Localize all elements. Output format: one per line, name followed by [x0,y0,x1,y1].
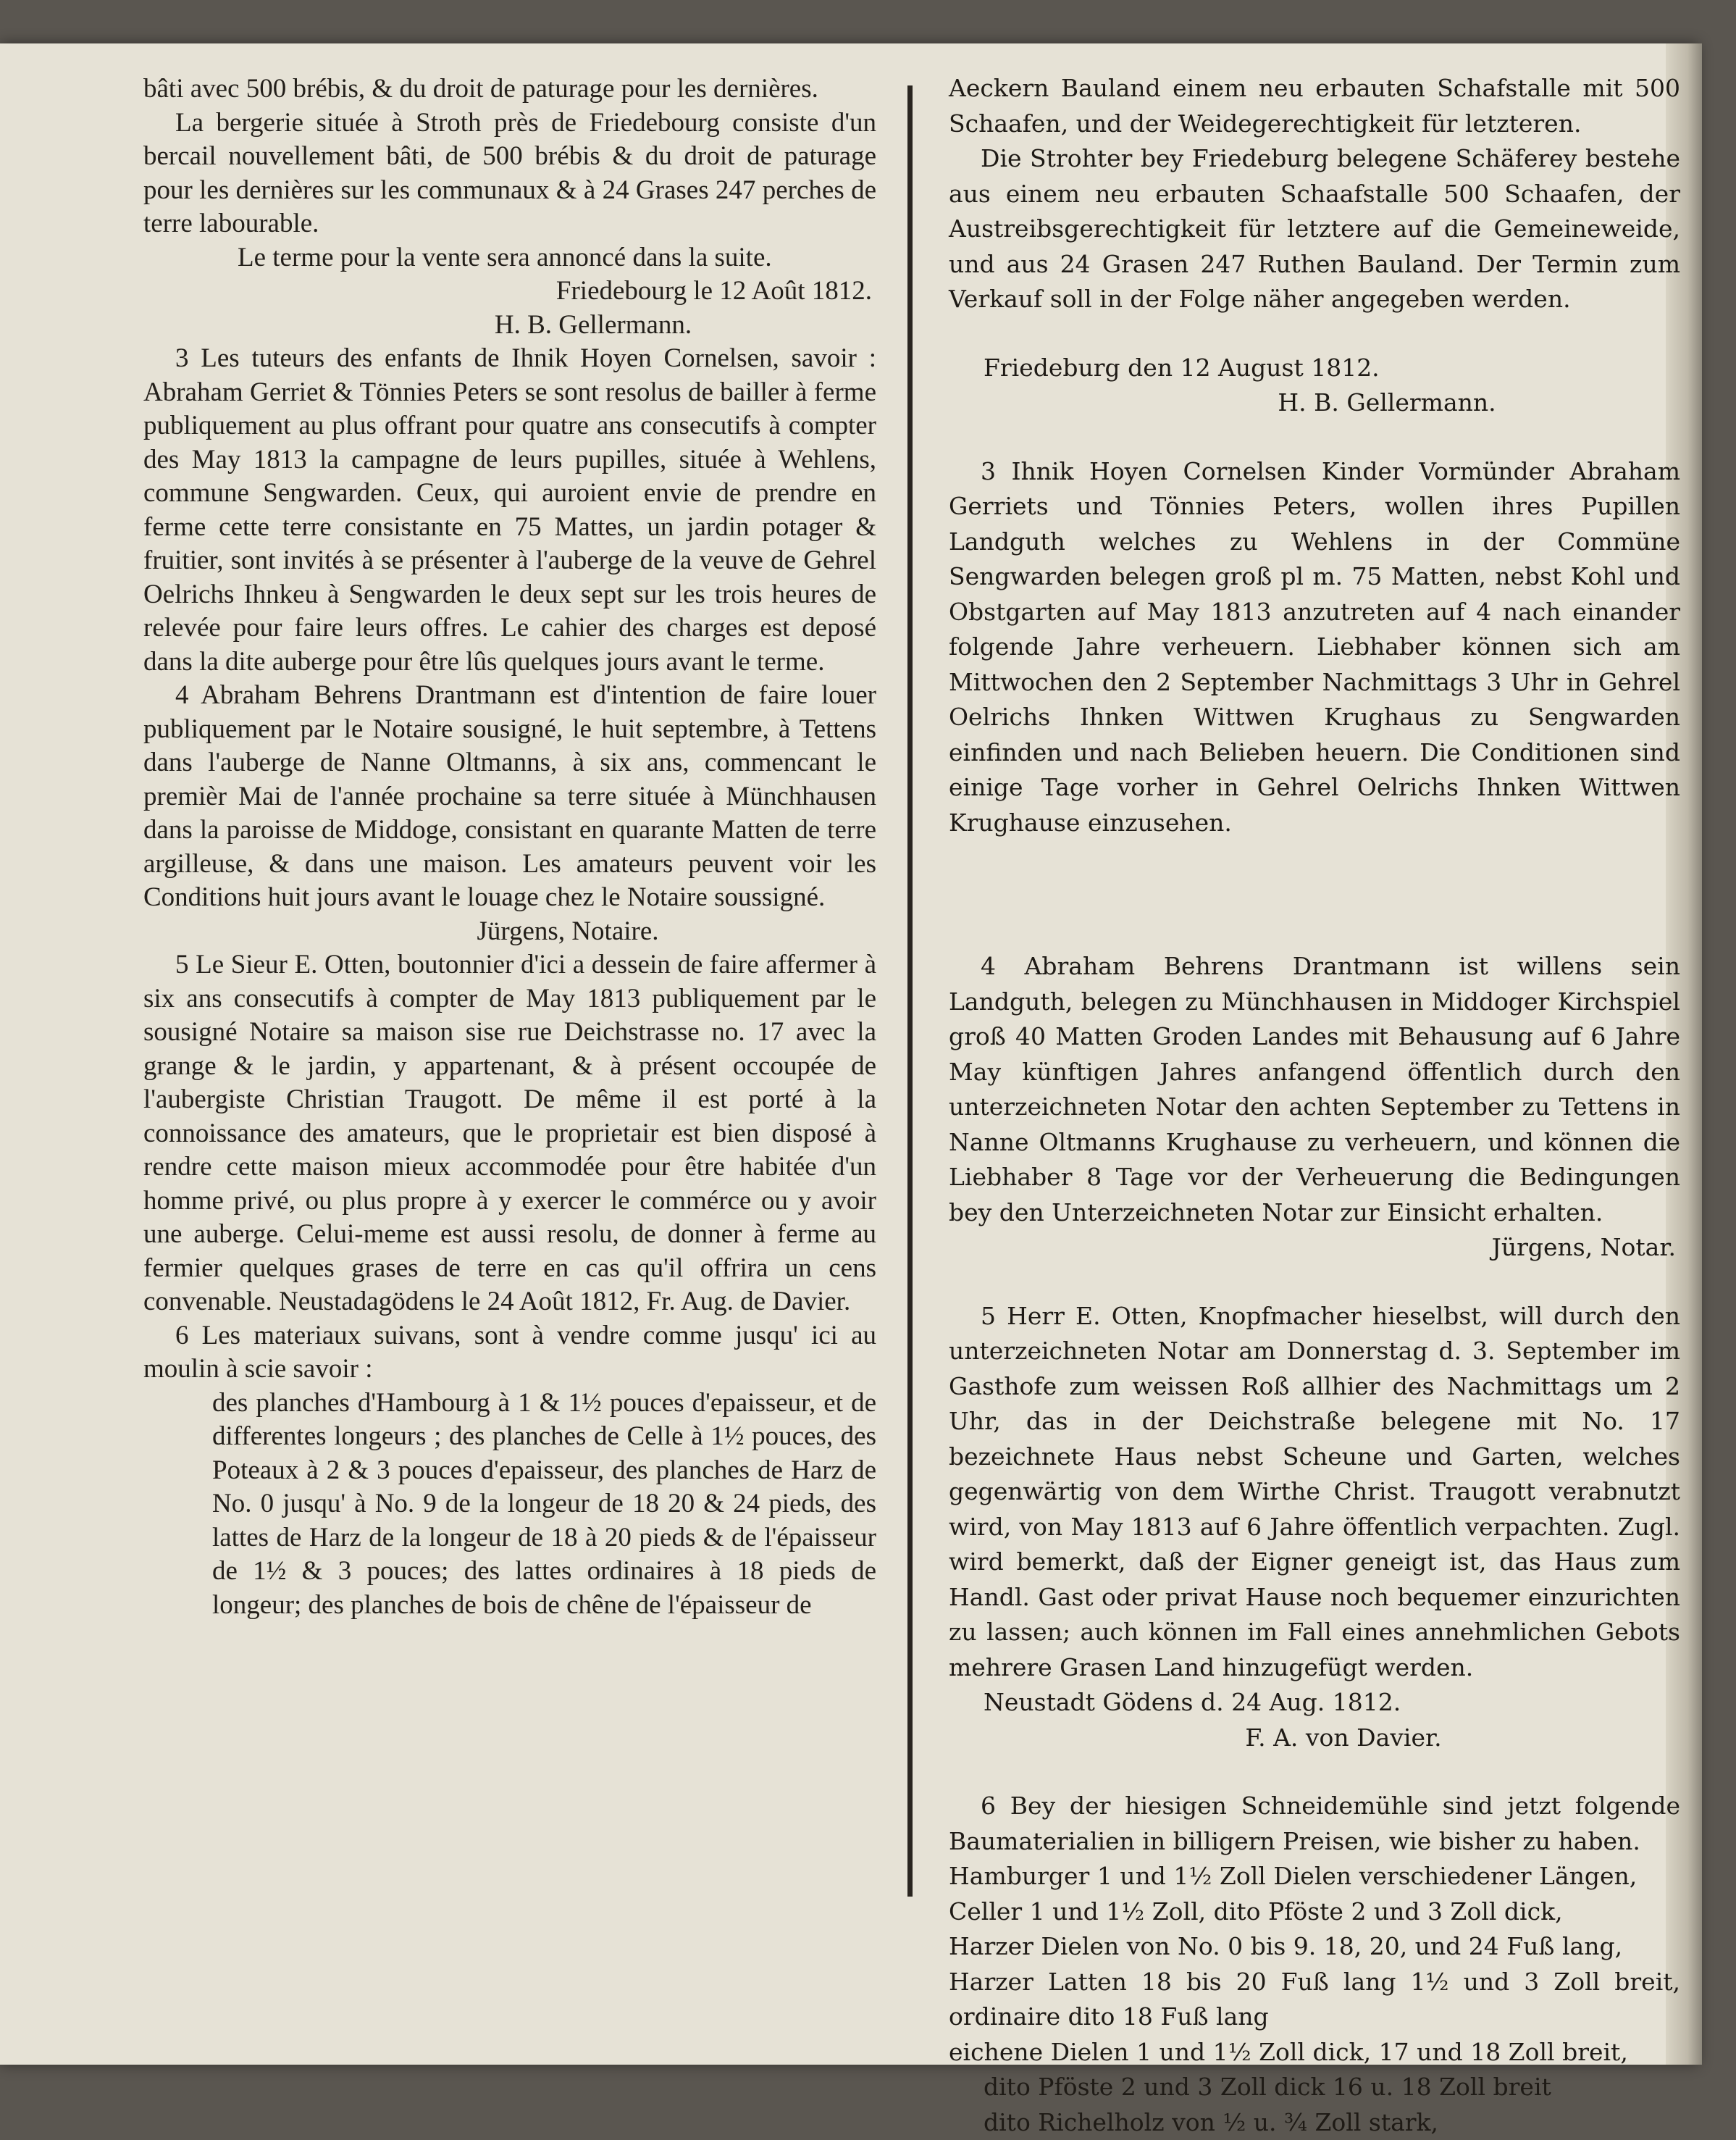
paragraph-5-fr: 5 Le Sieur E. Otten, boutonnier d'ici a dessein de faire affermer à six ans consecutifs à compter de May 1813 publiquement par le sousigné Notaire sa maison sise rue Deichstrasse no. 17 avec la grange & le jardin, y appartenant, & à présent occoupée de l'aubergiste Christian Traugott. De même il est porté à la connoissance des amateurs, que le proprietair est bien disposé à rendre cette maison mieux accommodée pour être habitée d'un homme privé, ou plus propre à y exercer le commérce ou y avoir une auberge. Celui-meme est aussi resolu, de donner à ferme au fermier quelques grases de terre en cas qu'il offrira un cens convenable. Neustadagödens le 24 Août 1812, Fr. Aug. de Davier. [143,948,876,1319]
signature-jurgens-de: Jürgens, Notar. [949,1230,1680,1266]
material-line-4: Harzer Latten 18 bis 20 Fuß lang 1½ und 3 Zoll breit, ordinaire dito 18 Fuß lang [949,1965,1680,2035]
signature-jurgens-fr: Jürgens, Notaire. [143,915,876,949]
material-line-3: Harzer Dielen von No. 0 bis 9. 18, 20, und 24 Fuß lang, [949,1929,1680,1965]
dateline-neustadt-de: Neustadt Gödens d. 24 Aug. 1812. [949,1685,1680,1721]
material-line-2: Celler 1 und 1½ Zoll, dito Pföste 2 und 3 Zoll dick, [949,1894,1680,1930]
column-rule [907,85,913,1897]
dateline-de: Friedeburg den 12 August 1812. [949,351,1680,386]
paragraph-stroth-fr: La bergerie située à Stroth près de Friedebourg consiste d'un bercail nouvellement bâti, de 500 brébis & du droit de paturage pour les dernières sur les communaux & à 24 Grases 247 perches de terre labourable. [143,106,876,241]
material-line-1: Hamburger 1 und 1½ Zoll Dielen verschiedener Längen, [949,1859,1680,1894]
paragraph-3-de: 3 Ihnik Hoyen Cornelsen Kinder Vormünder Abraham Gerriets und Tönnies Peters, wollen ihres Pupillen Landguth welches zu Wehlens in der Commüne Sengwarden belegen groß pl m. 75 Matten, nebst Kohl und Obstgarten auf May 1813 anzutreten auf 4 nach einander folgende Jahre verheuern. Liebhaber können sich am Mittwochen den 2 September Nachmittags 3 Uhr in Gehrel Oelrichs Ihnken Wittwen Krughaus zu Sengwarden einfinden und nach Belieben heuern. Die Conditionen sind einige Tage vorher in Gehrel Oelrichs Ihnken Wittwen Krughause einzusehen. [949,454,1680,841]
paragraph-6-de: 6 Bey der hiesigen Schneidemühle sind jetzt folgende Baumaterialien in billigern Preisen, wie bisher zu haben. [949,1789,1680,1859]
signature-gellermann-fr: H. B. Gellermann. [143,309,876,343]
paragraph-terme-fr: Le terme pour la vente sera annoncé dans la suite. [143,241,876,275]
french-column [143,72,876,1622]
signature-gellermann-de: H. B. Gellermann. [949,385,1680,421]
paragraph-6-list-fr: des planches d'Hambourg à 1 & 1½ pouces d'epaisseur, et de differentes longeurs ; des planches de Celle à 1½ pouces, des Poteaux à 2 & 3 pouces d'epaisseur, des planches de Harz de No. 0 jusqu' à No. 9 de la longeur de 18 20 & 24 pieds, des lattes de Harz de la longeur de 18 à 20 pieds & de l'épaisseur de 1½ & 3 pouces; des lattes ordinaires à 18 pieds de longeur; des planches de bois de chêne de l'épaisseur de [143,1387,876,1623]
material-line-7: dito Richelholz von ½ u. ¾ Zoll stark, [949,2105,1680,2140]
paragraph-3-fr: 3 Les tuteurs des enfants de Ihnik Hoyen Cornelsen, savoir : Abraham Gerriet & Tönnies Peters se sont resolus de bailler à ferme publiquement au plus offrant pour quatre ans consecutifs à compter des May 1813 la campagne de leurs pupilles, située à Wehlens, commune Sengwarden. Ceux, qui auroient envie de prendre en ferme cette terre consistante en 75 Mattes, un jardin potager & fruitier, sont invités à se présenter à l'auberge de la veuve de Gehrel Oelrichs Ihnkeu à Sengwarden le deux sept sur les trois heures de relevée pour faire leurs offres. Le cahier des charges est deposé dans la dite auberge pour être lûs quelques jours avant le terme. [143,342,876,679]
paragraph-5-de: 5 Herr E. Otten, Knopfmacher hieselbst, will durch den unterzeichneten Notar am Donnerstag d. 3. September im Gasthofe zum weissen Roß allhier des Nachmittags um 2 Uhr, das in der Deichstraße belegene mit No. 17 bezeichnete Haus nebst Scheune und Garten, welches gegenwärtig von dem Wirthe Christ. Traugott verabnutzt wird, von May 1813 auf 6 Jahre öffentlich verpachten. Zugl. wird bemerkt, daß der Eigner geneigt ist, das Haus zum Handl. Gast oder privat Hause noch bequemer einzurichten zu lassen; auch können im Fall eines annehmlichen Gebots mehrere Grasen Land hinzugefügt werden. [949,1299,1680,1686]
paragraph-intro-de: Aeckern Bauland einem neu erbauten Schafstalle mit 500 Schaafen, und der Weidegerechtigkeit für letzteren. [949,71,1680,141]
german-column [949,71,1680,2140]
paragraph-stroth-de: Die Strohter bey Friedeburg belegene Schäferey bestehe aus einem neu erbauten Schaafstalle 500 Schaafen, der Austreibsgerechtigkeit für letztere auf die Gemeineweide, und aus 24 Grasen 247 Ruthen Bauland. Der Termin zum Verkauf soll in der Folge näher angegeben werden. [949,141,1680,317]
paragraph-4-fr: 4 Abraham Behrens Drantmann est d'intention de faire louer publiquement par le Notaire sousigné, le huit septembre, à Tettens dans l'auberge de Nanne Oltmanns, à six ans, commencant le premièr Mai de l'année prochaine sa terre située à Münchhausen dans la paroisse de Middoge, consistant en quarante Matten de terre argilleuse, & dans une maison. Les amateurs peuvent voir les Conditions huit jours avant le louage chez le Notaire soussigné. [143,679,876,915]
paragraph-6-fr: 6 Les materiaux suivans, sont à vendre comme jusqu' ici au moulin à scie savoir : [143,1319,876,1387]
signature-davier-de: F. A. von Davier. [949,1721,1680,1756]
dateline-fr: Friedebourg le 12 Août 1812. [143,275,876,309]
material-line-5: eichene Dielen 1 und 1½ Zoll dick, 17 und 18 Zoll breit, [949,2035,1680,2070]
material-line-6: dito Pföste 2 und 3 Zoll dick 16 u. 18 Zoll breit [949,2070,1680,2105]
paragraph-4-de: 4 Abraham Behrens Drantmann ist willens sein Landguth, belegen zu Münchhausen in Middoger Kirchspiel groß 40 Matten Groden Landes mit Behausung auf 6 Jahre May künftigen Jahres anfangend öffentlich durch den unterzeichneten Notar den achten September zu Tettens in Nanne Oltmanns Krughause zu verheuern, und können die Liebhaber 8 Tage vor der Verheuerung die Bedingungen bey den Unterzeichneten Notar zur Einsicht erhalten. [949,949,1680,1230]
paragraph-intro-fr: bâti avec 500 brébis, & du droit de paturage pour les dernières. [143,72,876,106]
